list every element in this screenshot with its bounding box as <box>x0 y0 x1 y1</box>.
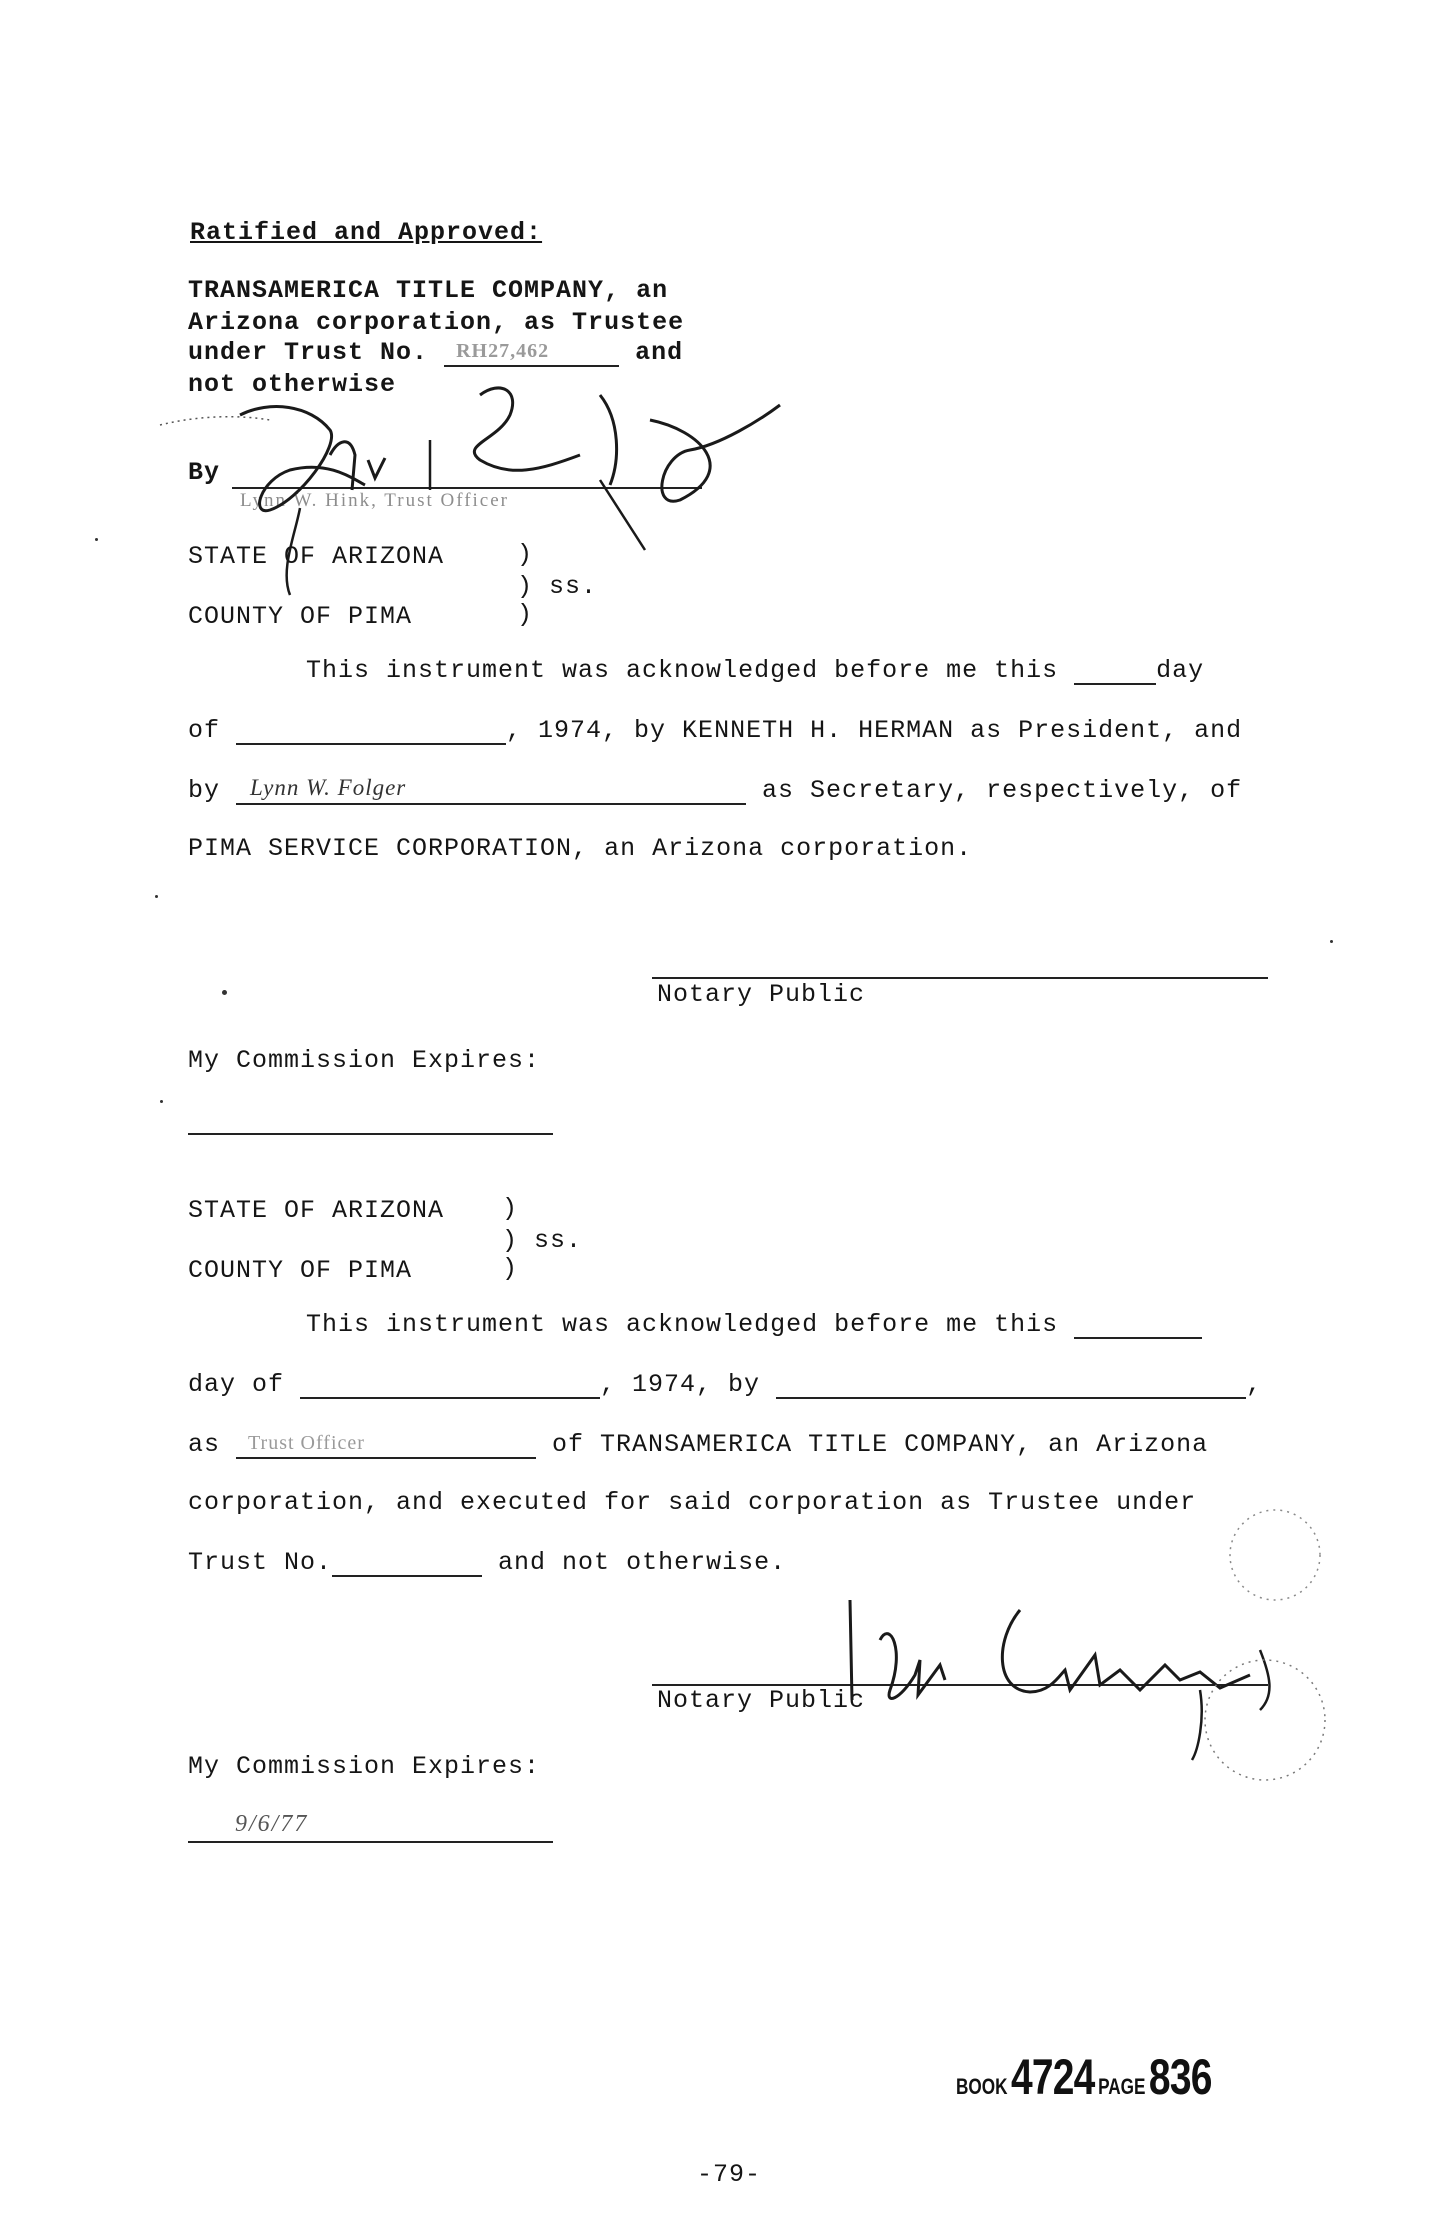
trustee-line-2: Arizona corporation, as Trustee <box>188 308 685 337</box>
ack1-secretary-name: Lynn W. Folger <box>250 775 407 800</box>
ack2-day-blank <box>1074 1311 1202 1339</box>
ack1-notary-label: Notary Public <box>657 980 866 1009</box>
book-label: BOOK <box>956 2074 1008 2099</box>
book-page-stamp <box>956 2048 1212 2106</box>
ack2-state: STATE OF ARIZONA <box>188 1196 445 1225</box>
page-label: PAGE <box>1098 2074 1146 2099</box>
scan-speck <box>155 895 158 898</box>
ack1-line-3: by Lynn W. Folger as Secretary, respectively, of <box>188 775 1243 805</box>
ack1-brace-bottom: ) <box>517 600 534 629</box>
page-number-stamp: 836 <box>1148 2049 1212 2105</box>
ack2-line-3: as Trust Officer of TRANSAMERICA TITLE COMPANY, an Arizona <box>188 1430 1209 1459</box>
trustee-line-1: TRANSAMERICA TITLE COMPANY, an <box>188 276 669 305</box>
ack2-commission-label: My Commission Expires: <box>188 1752 541 1781</box>
ack1-day-blank <box>1074 657 1156 685</box>
page-footer-number: -79- <box>697 2160 762 2189</box>
trustee-line-4: not otherwise <box>188 370 397 399</box>
ack2-county: COUNTY OF PIMA <box>188 1256 413 1285</box>
ack1-line-2: of , 1974, by KENNETH H. HERMAN as President, and <box>188 716 1243 745</box>
ack1-ss: ) ss. <box>517 572 598 601</box>
book-number: 4724 <box>1010 2049 1095 2105</box>
notary-signature <box>820 1580 1340 1760</box>
ack2-name-blank <box>776 1371 1246 1399</box>
ack2-line-1: This instrument was acknowledged before me this <box>306 1310 1202 1339</box>
ack2-title-value: Trust Officer <box>248 1432 365 1454</box>
ack2-line-2: day of , 1974, by , <box>188 1370 1263 1399</box>
ack2-title-blank <box>236 1431 536 1459</box>
trust-no-value: RH27,462 <box>456 340 550 362</box>
ack2-commission-date: 9/6/77 <box>235 1811 309 1837</box>
ack2-brace-bottom: ) <box>502 1254 519 1283</box>
ack1-line-1: This instrument was acknowledged before me this day <box>306 656 1205 685</box>
ack2-brace-top: ) <box>502 1194 519 1223</box>
ack1-commission-label: My Commission Expires: <box>188 1046 541 1075</box>
ack1-month-blank <box>236 717 506 745</box>
ack1-commission-line <box>188 1133 553 1135</box>
ack2-ss: ) ss. <box>502 1226 583 1255</box>
scan-speck <box>1330 940 1333 943</box>
ack2-trust-no-blank <box>332 1549 482 1577</box>
signer-caption: Lynn W. Hink, Trust Officer <box>240 490 510 511</box>
ratified-heading: Ratified and Approved: <box>190 218 543 247</box>
ack1-county: COUNTY OF PIMA <box>188 602 413 631</box>
ack1-brace-top: ) <box>517 540 534 569</box>
ack1-state: STATE OF ARIZONA <box>188 542 445 571</box>
ack2-month-blank <box>300 1371 600 1399</box>
scan-speck <box>95 538 98 541</box>
scan-speck <box>160 1100 163 1103</box>
ack2-commission-line <box>188 1841 553 1843</box>
ack2-notary-label: Notary Public <box>657 1686 866 1715</box>
trust-no-and: and <box>635 338 684 367</box>
ack1-line-4: PIMA SERVICE CORPORATION, an Arizona corporation. <box>188 834 973 863</box>
ack2-line-5: Trust No. and not otherwise. <box>188 1548 787 1577</box>
ack1-notary-line <box>652 977 1268 979</box>
scan-speck <box>222 990 227 995</box>
ack2-line-4: corporation, and executed for said corporation as Trustee under <box>188 1488 1197 1517</box>
trust-no-label: under Trust No. <box>188 338 429 367</box>
by-label: By <box>188 458 221 487</box>
ack1-name-blank <box>236 777 746 805</box>
